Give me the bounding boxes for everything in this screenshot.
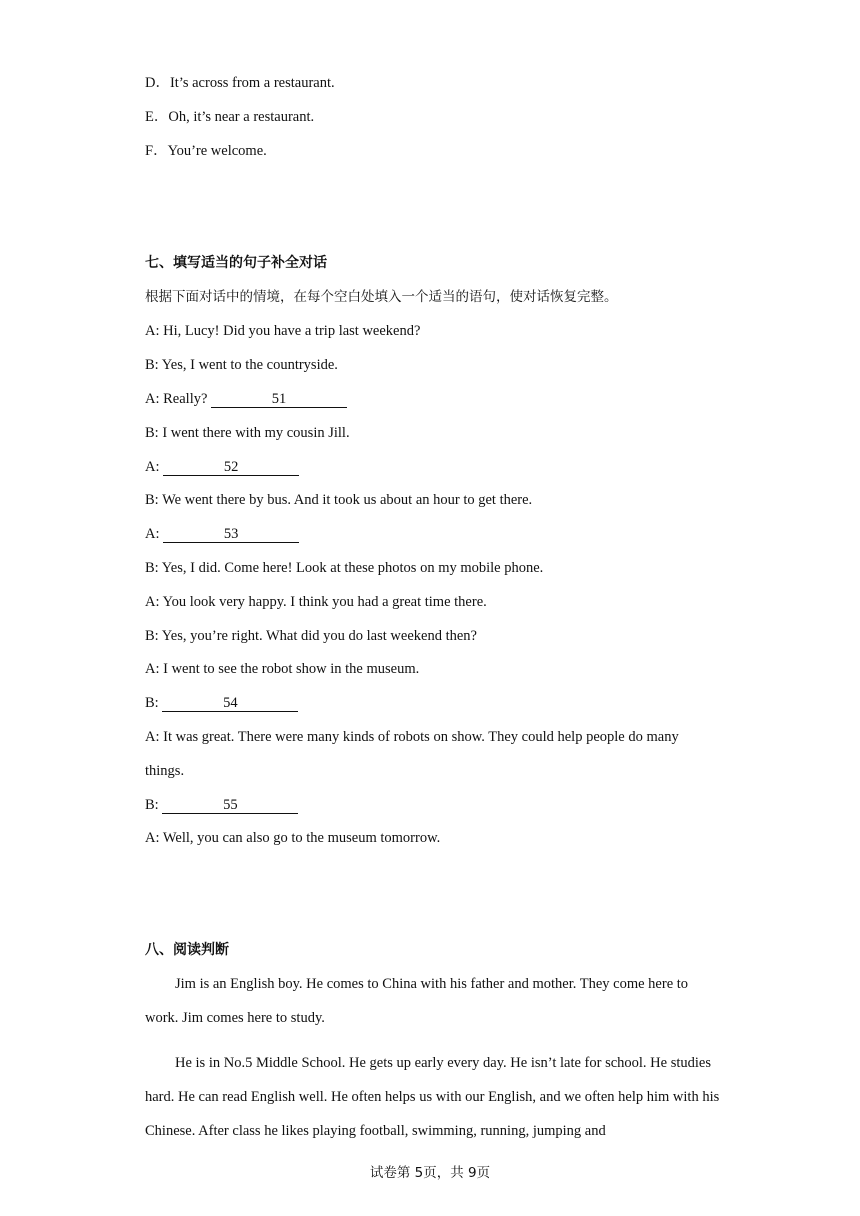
option-d: D．It’s across from a restaurant. [145,75,335,91]
dialogue-line-blank-53 [145,525,299,543]
section-8-title: 八、阅读判断 [145,942,229,958]
option-e: E．Oh, it’s near a restaurant. [145,109,315,125]
dialogue-line: B: I went there with my cousin Jill. [145,425,350,441]
dialogue-line-blank-54 [145,694,298,712]
speaker-prefix: B: [145,695,163,711]
dialogue-line: A: You look very happy. I think you had a great time there. [145,594,487,610]
speaker-prefix: B: [145,797,163,813]
answer-blank-52[interactable]: 52 [163,459,299,476]
dialogue-line-blank-52 [145,458,299,476]
answer-blank-54[interactable]: 54 [162,695,298,712]
speaker-prefix: A: [145,526,164,542]
page-footer: 试卷第 5页，共 9页 [369,1165,491,1181]
dialogue-line: B: Yes, you’re right. What did you do last weekend then? [145,628,477,644]
dialogue-line: B: Yes, I went to the countryside. [145,357,338,373]
dialogue-line: things. [145,763,185,779]
section-7-title: 七、填写适当的句子补全对话 [145,255,327,271]
reading-paragraph-2: He is in No.5 Middle School. He gets up early every day. He isn’t late for school. He studies hard. He can read English well. He often helps us with our English, and we often help him with his Chinese. After class he likes playing football, swimming, running, jumping and [145,1055,720,1139]
dialogue-line: B: We went there by bus. And it took us about an hour to get there. [145,492,533,508]
reading-paragraph-1: Jim is an English boy. He comes to China with his father and mother. They come here to work. Jim comes here to study. [145,976,689,1026]
section-7-instruction: 根据下面对话中的情境，在每个空白处填入一个适当的语句，使对话恢复完整。 [145,289,618,305]
dialogue-line: A: I went to see the robot show in the museum. [145,661,420,677]
dialogue-line: A: Well, you can also go to the museum tomorrow. [145,830,441,846]
speaker-prefix: A: [145,459,164,475]
speaker-prefix: A: Really? [145,391,212,407]
answer-blank-53[interactable]: 53 [163,526,299,543]
dialogue-line: A: Hi, Lucy! Did you have a trip last weekend? [145,323,421,339]
option-f: F．You’re welcome. [145,143,267,159]
dialogue-line: A: It was great. There were many kinds of robots on show. They could help people do many [145,729,679,745]
answer-blank-51[interactable]: 51 [211,391,347,408]
dialogue-line-blank-55 [145,796,298,814]
dialogue-line-blank-51 [145,390,347,408]
answer-blank-55[interactable]: 55 [162,797,298,814]
dialogue-line: B: Yes, I did. Come here! Look at these photos on my mobile phone. [145,560,544,576]
